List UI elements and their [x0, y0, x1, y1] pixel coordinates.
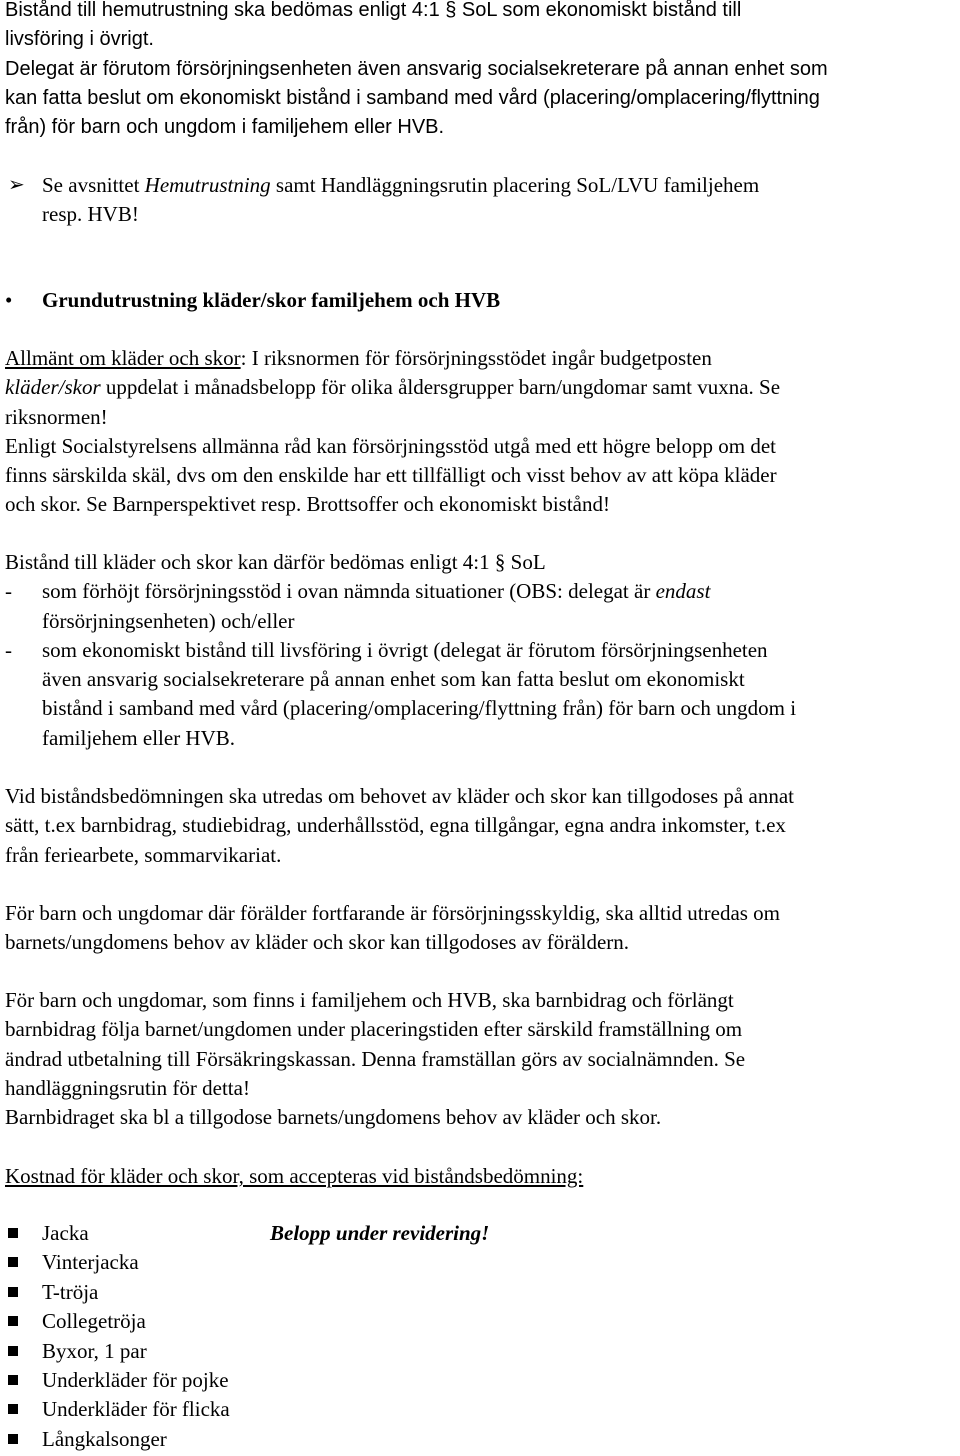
general-paragraph: [5, 344, 960, 520]
foster-line-5: Barnbidraget ska bl a tillgodose barnets/ungdomens behov av kläder och skor.: [5, 1105, 662, 1130]
arrow-bullet-icon: ➢: [8, 174, 25, 196]
investigate-line-3: från feriearbete, sommarvikariat.: [5, 842, 282, 867]
intro-text-a: Bistånd till hemutrustning ska bedömas enligt 4:1: [5, 0, 446, 21]
square-bullet-icon: [8, 1404, 18, 1414]
revision-note: Belopp under revidering!: [270, 1221, 490, 1245]
general-line-3: riksnormen!: [5, 404, 108, 429]
general-line-1: [5, 344, 960, 373]
cost-item-label: Byxor, 1 par: [42, 1338, 147, 1363]
paragraph-sign: §: [445, 0, 457, 21]
foster-line-2: barnbidrag följa barnet/ungdomen under placeringstiden efter särskild framställning om: [5, 1017, 743, 1042]
cost-list-item: [5, 1337, 230, 1366]
cost-item-label: Underkläder för pojke: [42, 1367, 229, 1392]
assessment-text-b: SoL: [505, 550, 546, 574]
cost-item-label: Underkläder för flicka: [42, 1397, 230, 1422]
cost-item-label: Jacka: [42, 1221, 89, 1245]
item1-italic: endast: [655, 579, 711, 604]
cost-list-item: [5, 1366, 230, 1395]
see-prefix: Se avsnittet: [42, 173, 145, 197]
delegate-line-1: Delegat är förutom försörjningsenheten även ansvarig socialsekreterare på annan enhet som: [5, 57, 828, 80]
item2-line-3: bistånd i samband med vård (placering/omplacering/flyttning från) för barn och ungdom i: [42, 696, 797, 721]
cost-list-item: [5, 1248, 230, 1277]
square-bullet-icon: [8, 1228, 18, 1238]
cost-list-item: [5, 1395, 230, 1424]
square-bullet-icon: [8, 1434, 18, 1444]
cost-list-item: [5, 1425, 230, 1454]
square-bullet-icon: [8, 1375, 18, 1385]
heading-text: Grundutrustning kläder/skor familjehem och HVB: [42, 288, 501, 312]
foster-line-1: För barn och ungdomar, som finns i familjehem och HVB, ska barnbidrag och förlängt: [5, 988, 734, 1012]
foster-line-3: ändrad utbetalning till Försäkringskassan. Denna framställan görs av socialnämnden. Se: [5, 1046, 746, 1071]
general-rest-2: uppdelat i månadsbelopp för olika åldersgrupper barn/ungdomar samt vuxna. Se: [100, 375, 781, 400]
assessment-paragraph-sign: §: [494, 550, 506, 574]
square-bullet-icon: [8, 1316, 18, 1326]
see-section-line-2: resp. HVB!: [42, 202, 139, 227]
item1-text: som förhöjt försörjningsstöd i ovan nämnda situationer (OBS: delegat är: [42, 579, 656, 604]
cost-list-item: [5, 1219, 230, 1248]
intro-text-b: SoL som ekonomiskt bistånd till: [456, 0, 742, 21]
general-line-2: [5, 373, 960, 402]
assessment-text-a: Bistånd till kläder och skor kan därför bedömas enligt 4:1: [5, 550, 495, 574]
general-rest-1: : I riksnormen för försörjningsstödet ingår budgetposten: [240, 346, 712, 370]
intro-line-1: [5, 0, 960, 25]
cost-list-item: [5, 1307, 230, 1336]
cost-item-label: Vinterjacka: [42, 1250, 139, 1275]
cost-item-label: Långkalsonger: [42, 1426, 167, 1451]
square-bullet-icon: [8, 1257, 18, 1267]
see-section-line-1: [42, 171, 940, 200]
section-heading: [5, 286, 500, 315]
cost-item-label: Collegetröja: [42, 1309, 146, 1334]
round-bullet-icon: •: [5, 288, 13, 312]
see-suffix: samt Handläggningsrutin placering SoL/LVU familjehem: [270, 173, 760, 197]
investigate-paragraph: [5, 782, 960, 870]
general-p2-line-2: finns särskilda skäl, dvs om den enskilde har ett tillfälligt och visst behov av att köpa kläder: [5, 463, 777, 488]
see-italic-link: Hemutrustning: [144, 173, 271, 197]
parent-line-1: För barn och ungdomar där förälder fortfarande är försörjningsskyldig, ska alltid utredas om: [5, 901, 781, 925]
item1-line-2: försörjningsenheten) och/eller: [42, 608, 295, 633]
dash-bullet: -: [5, 637, 12, 662]
delegate-line-2: kan fatta beslut om ekonomiskt bistånd i samband med vård (placering/omplacering/flyttning: [5, 86, 820, 109]
foster-paragraph: [5, 986, 960, 1132]
general-underlined: Allmänt om kläder och skor: [5, 346, 241, 370]
investigate-line-1: Vid biståndsbedömningen ska utredas om behovet av kläder och skor kan tillgodoses på annat: [5, 784, 794, 808]
assessment-item-1: [5, 577, 960, 636]
square-bullet-icon: [8, 1346, 18, 1356]
intro-line-2: livsföring i övrigt.: [5, 28, 154, 51]
foster-line-4: handläggningsrutin för detta!: [5, 1075, 250, 1100]
square-bullet-icon: [8, 1287, 18, 1297]
item2-line-2: även ansvarig socialsekreterare på annan enhet som kan fatta beslut om ekonomiskt: [42, 667, 745, 692]
delegate-line-3: från) för barn och ungdom i familjehem eller HVB.: [5, 116, 445, 139]
dash-bullet: -: [5, 579, 12, 604]
cost-item-label: T-tröja: [42, 1279, 99, 1304]
cost-heading: Kostnad för kläder och skor, som accepteras vid biståndsbedömning:: [5, 1164, 584, 1188]
investigate-line-2: sätt, t.ex barnbidrag, studiebidrag, underhållsstöd, egna tillgångar, egna andra inkomster, t.ex: [5, 813, 786, 838]
cost-list-item: [5, 1278, 230, 1307]
item2-line-4: familjehem eller HVB.: [42, 725, 236, 750]
general-p2-line-1: Enligt Socialstyrelsens allmänna råd kan försörjningsstöd utgå med ett högre belopp om det: [5, 433, 777, 458]
general-p2-line-3: och skor. Se Barnperspektivet resp. Brottsoffer och ekonomiskt bistånd!: [5, 492, 611, 517]
assessment-paragraph: [5, 548, 960, 753]
item2-line-1: som ekonomiskt bistånd till livsföring i övrigt (delegat är förutom försörjningsenheten: [42, 637, 768, 662]
assessment-line-1: [5, 548, 960, 577]
general-italic: kläder/skor: [5, 375, 101, 400]
parent-line-2: barnets/ungdomens behov av kläder och skor kan tillgodoses av föräldern.: [5, 930, 630, 955]
assessment-item-2: [5, 636, 960, 753]
parent-paragraph: [5, 899, 960, 958]
cost-items-list: [5, 1219, 230, 1454]
intro-paragraph: [5, 0, 960, 142]
see-section-item: [5, 171, 940, 230]
item1-line-1: [42, 577, 960, 606]
